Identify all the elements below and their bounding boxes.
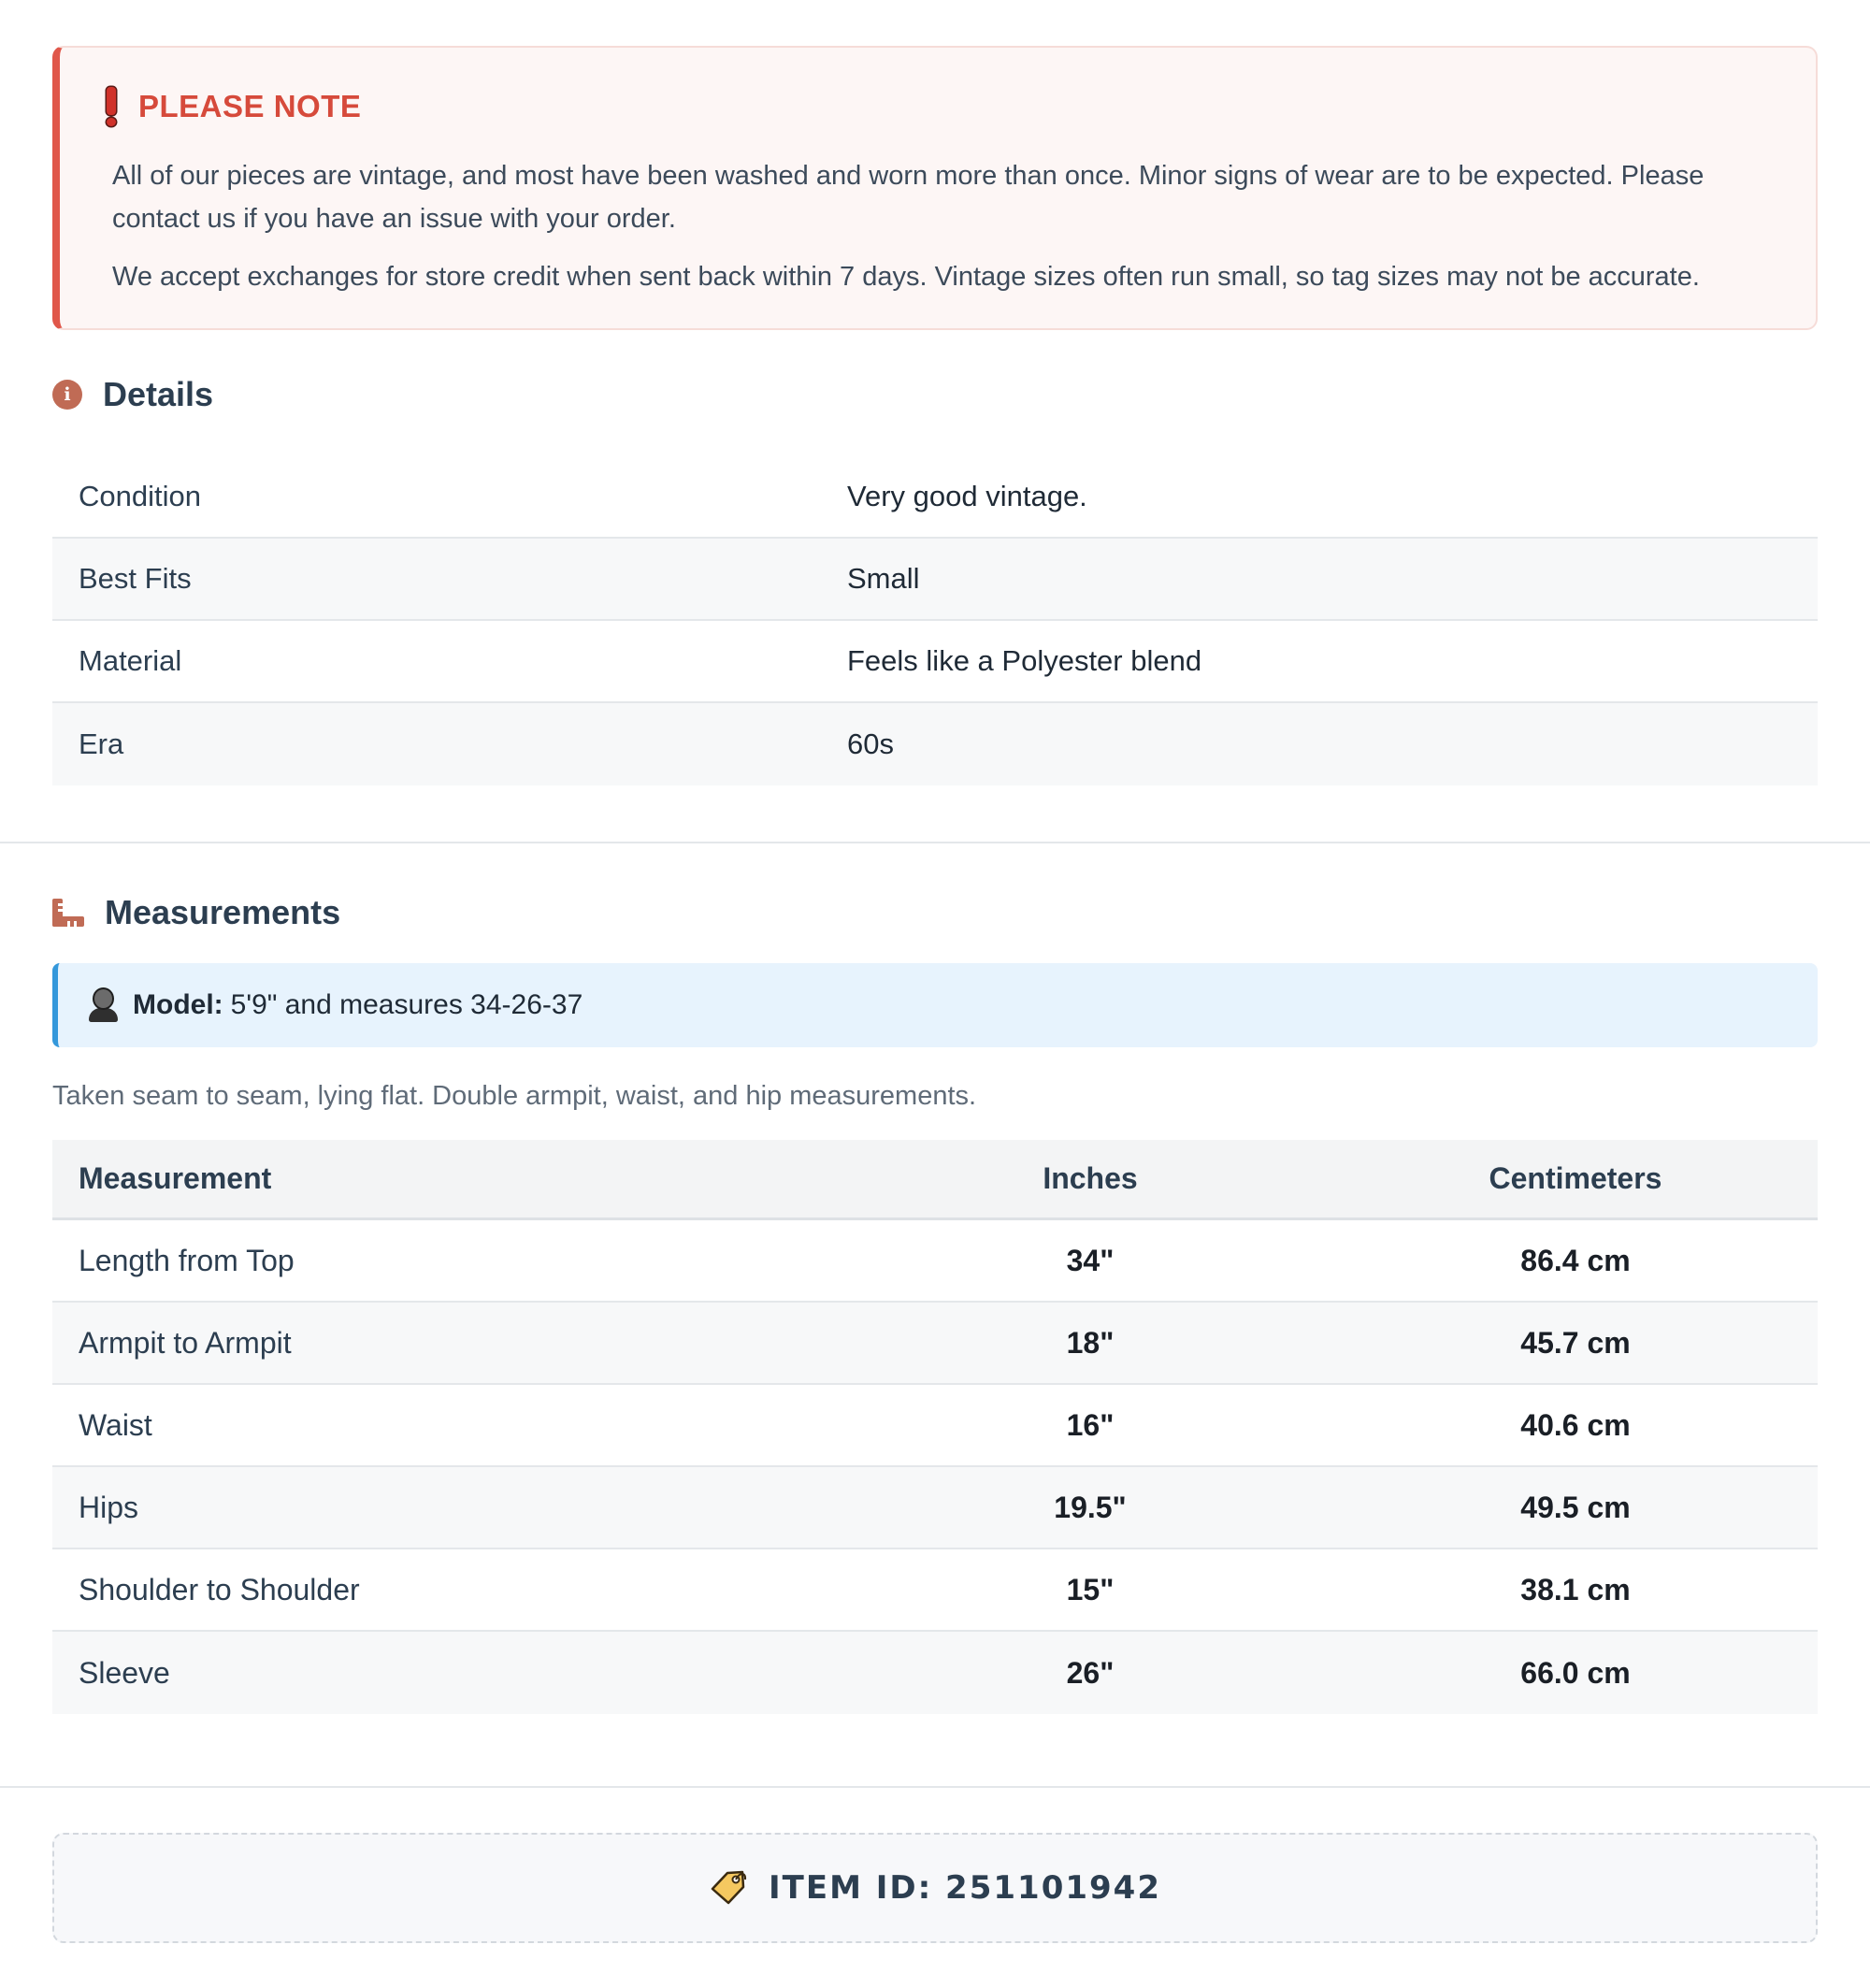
measurement-inches: 15": [1066, 1572, 1115, 1606]
table-row: [52, 1467, 1818, 1549]
notice-paragraph: We accept exchanges for store credit when sent back within 7 days. Vintage sizes often run small, so tag sizes may not be accurate.: [112, 262, 1700, 292]
table-row: [52, 703, 1818, 785]
measurement-cm: 38.1 cm: [1520, 1572, 1631, 1606]
measurement-name: Waist: [79, 1407, 152, 1442]
measurement-note: Taken seam to seam, lying flat. Double armpit, waist, and hip measurements.: [52, 1081, 977, 1111]
measurement-cm: 49.5 cm: [1520, 1490, 1631, 1524]
measurement-cm: 66.0 cm: [1520, 1655, 1631, 1690]
measurements-heading: [52, 890, 1818, 935]
measurement-inches: 18": [1066, 1325, 1115, 1360]
detail-label: Material: [79, 644, 182, 677]
table-header: [52, 1140, 1818, 1220]
detail-label: Best Fits: [79, 562, 192, 595]
model-info-box: [52, 963, 1818, 1047]
item-id-text: ITEM ID: 251101942: [769, 1869, 1161, 1907]
notice-box: [52, 46, 1818, 330]
section-title: Measurements: [105, 893, 341, 931]
notice-title: PLEASE NOTE: [138, 89, 362, 123]
table-row: [52, 1303, 1818, 1385]
measurement-inches: 16": [1066, 1407, 1115, 1442]
item-id-box: [52, 1833, 1818, 1943]
table-row: [52, 1632, 1818, 1714]
table-row: [52, 621, 1818, 703]
measurement-cm: 86.4 cm: [1520, 1243, 1631, 1277]
table-row: [52, 1549, 1818, 1632]
measurement-name: Length from Top: [79, 1243, 295, 1277]
section-title: Details: [103, 375, 214, 413]
table-row: [52, 1385, 1818, 1467]
detail-label: Condition: [79, 480, 201, 512]
table-row: [52, 456, 1818, 539]
exclamation-icon: [103, 87, 120, 126]
table-row: [52, 539, 1818, 621]
model-label: Model:: [133, 989, 223, 1020]
detail-value: Feels like a Polyester blend: [847, 644, 1202, 677]
measurement-inches: 19.5": [1054, 1490, 1127, 1524]
column-header: Inches: [1043, 1161, 1138, 1195]
measurements-table: [52, 1140, 1818, 1714]
table-row: [52, 1220, 1818, 1303]
measurement-inches: 26": [1066, 1655, 1115, 1690]
measurement-name: Hips: [79, 1490, 139, 1524]
section-divider: [0, 1786, 1870, 1788]
notice-paragraph: All of our pieces are vintage, and most have been washed and worn more than once. Minor signs of wear are to be expected. Please contact us if you have an issue with your order.: [112, 161, 1705, 234]
notice-header: [103, 87, 361, 126]
tag-icon: [709, 1868, 748, 1908]
model-text: 5'9" and measures 34-26-37: [230, 989, 583, 1020]
measurement-name: Shoulder to Shoulder: [79, 1572, 360, 1606]
ruler-icon: [52, 899, 84, 927]
detail-value: Small: [847, 562, 920, 595]
measurement-cm: 45.7 cm: [1520, 1325, 1631, 1360]
person-icon: [88, 987, 118, 1023]
measurement-inches: 34": [1066, 1243, 1115, 1277]
detail-value: Very good vintage.: [847, 480, 1087, 512]
info-icon: i: [52, 380, 82, 410]
details-heading: [52, 372, 1818, 417]
detail-value: 60s: [847, 727, 894, 760]
section-divider: [0, 842, 1870, 843]
detail-label: Era: [79, 727, 124, 760]
measurement-name: Armpit to Armpit: [79, 1325, 292, 1360]
details-table: [52, 456, 1818, 785]
column-header: Measurement: [79, 1161, 272, 1195]
measurement-name: Sleeve: [79, 1655, 170, 1690]
measurement-cm: 40.6 cm: [1520, 1407, 1631, 1442]
column-header: Centimeters: [1489, 1161, 1662, 1195]
